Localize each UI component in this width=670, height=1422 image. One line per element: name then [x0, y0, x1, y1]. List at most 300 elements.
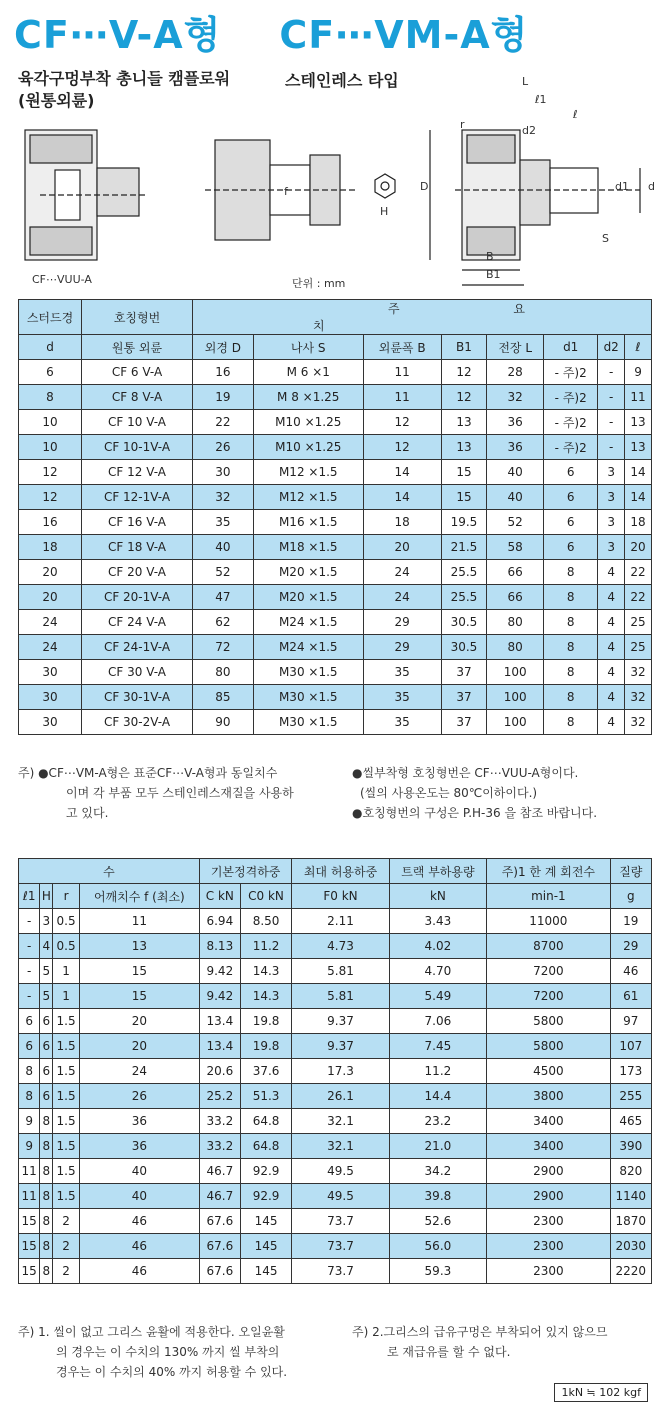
table-cell: 8: [40, 1259, 53, 1284]
table-row: [19, 1109, 652, 1134]
table-cell: 6: [40, 1009, 53, 1034]
table-cell: 11: [625, 385, 652, 410]
table-cell: CF 24 V-A: [82, 610, 193, 635]
table-cell: 40: [487, 460, 544, 485]
table-cell: 1.5: [53, 1009, 79, 1034]
table-cell: 8: [40, 1209, 53, 1234]
table-cell: 8: [19, 1084, 40, 1109]
table-cell: 11.2: [389, 1059, 486, 1084]
table-cell: 4: [598, 585, 625, 610]
table-cell: 12: [19, 485, 82, 510]
table-cell: 14.3: [240, 959, 292, 984]
table-cell: 390: [610, 1134, 651, 1159]
table-cell: 8: [544, 660, 598, 685]
table-cell: 1.5: [53, 1134, 79, 1159]
table-cell: 37: [441, 710, 487, 735]
table-cell: 26: [193, 435, 254, 460]
table-cell: 13: [441, 435, 487, 460]
table-cell: 30: [19, 660, 82, 685]
table-subheader: ℓ1: [19, 884, 40, 909]
rating-table: [18, 858, 652, 1284]
table-row: [19, 1234, 652, 1259]
dim-B1: B1: [486, 268, 501, 281]
table-cell: 20: [79, 1034, 199, 1059]
table-cell: 100: [487, 710, 544, 735]
table-cell: 36: [79, 1109, 199, 1134]
table-cell: - 주)2: [544, 360, 598, 385]
table-row: [19, 1209, 652, 1234]
table-cell: 36: [487, 435, 544, 460]
table-cell: 25.5: [441, 585, 487, 610]
note-line: 주) ●CF⋯VM-A형은 표준CF⋯V-A형과 동일치수: [18, 766, 278, 780]
table-cell: 3400: [487, 1134, 611, 1159]
table-cell: CF 20-1V-A: [82, 585, 193, 610]
table-cell: 3400: [487, 1109, 611, 1134]
table-cell: 255: [610, 1084, 651, 1109]
note-line: 고 있다.: [66, 806, 109, 820]
table-cell: 7200: [487, 984, 611, 1009]
table-cell: 30: [19, 710, 82, 735]
table-cell: - 주)2: [544, 435, 598, 460]
table-cell: 67.6: [199, 1259, 240, 1284]
table-cell: 80: [487, 610, 544, 635]
table-cell: M30 ×1.5: [253, 660, 363, 685]
title-cf-vm-a: CF⋯VM-A형: [279, 13, 529, 57]
table-cell: 51.3: [240, 1084, 292, 1109]
table-cell: 7.06: [389, 1009, 486, 1034]
table-cell: 19.5: [441, 510, 487, 535]
table-row: [19, 360, 652, 385]
table-row: [19, 460, 652, 485]
table-cell: M20 ×1.5: [253, 560, 363, 585]
table-cell: 37.6: [240, 1059, 292, 1084]
table-cell: 6: [19, 1034, 40, 1059]
table-row: [19, 1009, 652, 1034]
table-cell: 2300: [487, 1259, 611, 1284]
table-cell: 20: [19, 585, 82, 610]
table-cell: 5800: [487, 1034, 611, 1059]
note-line: 경우는 이 수치의 40% 까지 허용할 수 있다.: [56, 1365, 288, 1379]
note-line: 주) 1. 씰이 없고 그리스 윤활에 적용한다. 오일윤활: [18, 1325, 285, 1339]
table-cell: 1: [53, 984, 79, 1009]
table-cell: 32: [487, 385, 544, 410]
table-row: [19, 610, 652, 635]
table-cell: 15: [19, 1234, 40, 1259]
table-row: [19, 635, 652, 660]
table-cell: 66: [487, 585, 544, 610]
table-cell: 2: [53, 1234, 79, 1259]
table-subheader: kN: [389, 884, 486, 909]
table-cell: 34.2: [389, 1159, 486, 1184]
table-header: 질량: [610, 859, 651, 884]
table-cell: 1.5: [53, 1159, 79, 1184]
table-cell: 46: [79, 1234, 199, 1259]
note-line: 로 재급유를 할 수 없다.: [387, 1345, 511, 1359]
table-cell: 40: [79, 1184, 199, 1209]
table-cell: 2900: [487, 1184, 611, 1209]
table-cell: CF 30-1V-A: [82, 685, 193, 710]
table-cell: 8: [544, 710, 598, 735]
table-cell: 14: [625, 485, 652, 510]
table-cell: 39.8: [389, 1184, 486, 1209]
table-cell: 35: [363, 660, 441, 685]
table-cell: 28: [487, 360, 544, 385]
table-cell: 15: [19, 1209, 40, 1234]
table-cell: 35: [363, 685, 441, 710]
note-line: 주) 2.그리스의 급유구멍은 부착되어 있지 않으므: [352, 1325, 608, 1339]
table-cell: 6: [40, 1059, 53, 1084]
table-cell: 8: [40, 1134, 53, 1159]
table-cell: 36: [79, 1134, 199, 1159]
table-row: [19, 385, 652, 410]
table-cell: 9: [19, 1134, 40, 1159]
table-cell: 9: [625, 360, 652, 385]
table-cell: - 주)2: [544, 385, 598, 410]
table-cell: 24: [79, 1059, 199, 1084]
table-cell: 9.42: [199, 984, 240, 1009]
note-line: (씰의 사용온도는 80℃이하이다.): [360, 786, 538, 800]
table-cell: 107: [610, 1034, 651, 1059]
note-line: ●호칭형번의 구성은 P.H-36 을 참조 바랍니다.: [352, 806, 598, 820]
table-cell: 5.81: [292, 959, 389, 984]
table-cell: 12: [363, 435, 441, 460]
table-cell: 21.0: [389, 1134, 486, 1159]
table-cell: 1140: [610, 1184, 651, 1209]
table-cell: M30 ×1.5: [253, 685, 363, 710]
table-subheader: H: [40, 884, 53, 909]
table-cell: CF 6 V-A: [82, 360, 193, 385]
table-cell: 4.73: [292, 934, 389, 959]
table-cell: 7.45: [389, 1034, 486, 1059]
table-cell: 17.3: [292, 1059, 389, 1084]
table-row: [19, 435, 652, 460]
table-cell: 15: [441, 485, 487, 510]
table-row: [19, 560, 652, 585]
table-cell: 3: [40, 909, 53, 934]
table-cell: 33.2: [199, 1134, 240, 1159]
table-cell: 2030: [610, 1234, 651, 1259]
table-cell: 19.8: [240, 1034, 292, 1059]
table-header: 수: [19, 859, 200, 884]
table-cell: 6: [544, 535, 598, 560]
table-row: [19, 1034, 652, 1059]
table-cell: 19.8: [240, 1009, 292, 1034]
table-cell: 25: [625, 610, 652, 635]
table-cell: 22: [625, 585, 652, 610]
table-cell: 32: [625, 660, 652, 685]
table-cell: 11: [19, 1159, 40, 1184]
table-cell: 92.9: [240, 1184, 292, 1209]
notes2-left: [18, 1322, 287, 1382]
table-cell: 23.2: [389, 1109, 486, 1134]
table-cell: 20: [19, 560, 82, 585]
table-cell: 61: [610, 984, 651, 1009]
dim-H: H: [380, 205, 389, 218]
table-row: [19, 1184, 652, 1209]
table-cell: 6: [40, 1034, 53, 1059]
table-cell: 4.70: [389, 959, 486, 984]
table-cell: 12: [441, 385, 487, 410]
table-header: 트랙 부하용량: [389, 859, 486, 884]
table-subheader: F0 kN: [292, 884, 389, 909]
table-cell: 8700: [487, 934, 611, 959]
table-cell: 4.02: [389, 934, 486, 959]
dim-f: f: [284, 185, 288, 198]
dim-S: S: [602, 232, 609, 245]
header-yo: 요: [513, 302, 526, 316]
table-cell: CF 24-1V-A: [82, 635, 193, 660]
table-cell: 6: [544, 510, 598, 535]
table-cell: 9.37: [292, 1034, 389, 1059]
header-chi: 치: [313, 319, 325, 333]
table-cell: 25: [625, 635, 652, 660]
header-ju: 주: [388, 302, 400, 316]
table-cell: 58: [487, 535, 544, 560]
table-cell: CF 16 V-A: [82, 510, 193, 535]
table-cell: 14: [363, 485, 441, 510]
table-cell: M10 ×1.25: [253, 435, 363, 460]
table-cell: 6: [19, 1009, 40, 1034]
drawing-caption: CF⋯VUU-A: [32, 273, 92, 286]
table-cell: 1.5: [53, 1034, 79, 1059]
dim-d2: d2: [522, 124, 536, 137]
table-cell: M16 ×1.5: [253, 510, 363, 535]
table-cell: 30.5: [441, 610, 487, 635]
table-cell: 5: [40, 984, 53, 1009]
table-cell: 21.5: [441, 535, 487, 560]
table-cell: 29: [610, 934, 651, 959]
table-cell: 97: [610, 1009, 651, 1034]
table-cell: 20.6: [199, 1059, 240, 1084]
table-cell: -: [19, 909, 40, 934]
table-cell: 26.1: [292, 1084, 389, 1109]
table-cell: 80: [487, 635, 544, 660]
table-cell: 30: [193, 460, 254, 485]
table-cell: 32.1: [292, 1109, 389, 1134]
table-subheader: 나사 S: [253, 335, 363, 360]
table-cell: -: [598, 410, 625, 435]
table-cell: 465: [610, 1109, 651, 1134]
table-cell: 0.5: [53, 934, 79, 959]
table-cell: -: [598, 435, 625, 460]
table-subheader: C0 kN: [240, 884, 292, 909]
table-cell: 29: [363, 635, 441, 660]
table-cell: 3: [598, 535, 625, 560]
dim-d1: d1: [615, 180, 629, 193]
subtitle-right: 스테인레스 타입: [285, 71, 399, 90]
table-subheader: ℓ: [625, 335, 652, 360]
table-cell: 13: [625, 435, 652, 460]
table-cell: 12: [363, 410, 441, 435]
table-header: 스터드경: [19, 300, 82, 335]
table-cell: M24 ×1.5: [253, 610, 363, 635]
table-row: [19, 984, 652, 1009]
note-line: 이며 각 부품 모두 스테인레스재질을 사용하: [66, 786, 294, 800]
table-cell: 11000: [487, 909, 611, 934]
subtitle-left: [18, 68, 230, 112]
unit-conversion-box: 1kN ≒ 102 kgf: [554, 1383, 648, 1402]
dim-L: L: [522, 75, 529, 88]
table-cell: 19: [610, 909, 651, 934]
table-cell: - 주)2: [544, 410, 598, 435]
table-cell: 11: [363, 360, 441, 385]
table-cell: 24: [19, 610, 82, 635]
table-cell: 18: [363, 510, 441, 535]
table-cell: 4: [40, 934, 53, 959]
table-cell: 13.4: [199, 1034, 240, 1059]
table-cell: 59.3: [389, 1259, 486, 1284]
table-cell: 1: [53, 959, 79, 984]
table-cell: 173: [610, 1059, 651, 1084]
table-cell: 46.7: [199, 1184, 240, 1209]
table-cell: 10: [19, 410, 82, 435]
table-cell: 1.5: [53, 1084, 79, 1109]
table-cell: 8: [544, 685, 598, 710]
dim-D: D: [420, 180, 429, 193]
table-cell: 12: [441, 360, 487, 385]
table-cell: -: [19, 984, 40, 1009]
dimension-table: [18, 299, 652, 735]
table-cell: 24: [19, 635, 82, 660]
table-cell: M 8 ×1.25: [253, 385, 363, 410]
table-cell: 2220: [610, 1259, 651, 1284]
table-subheader: d1: [544, 335, 598, 360]
table-subheader: B1: [441, 335, 487, 360]
notes2-right: [352, 1322, 607, 1362]
table-row: [19, 1259, 652, 1284]
table-cell: 1870: [610, 1209, 651, 1234]
table-cell: 30.5: [441, 635, 487, 660]
table-cell: -: [19, 934, 40, 959]
table-cell: 33.2: [199, 1109, 240, 1134]
table-cell: 4500: [487, 1059, 611, 1084]
note-line: ●씰부착형 호칭형번은 CF⋯VUU-A형이다.: [352, 766, 579, 780]
table-cell: 3800: [487, 1084, 611, 1109]
table-cell: 46: [79, 1259, 199, 1284]
table-cell: 8: [544, 560, 598, 585]
table-cell: 11: [19, 1184, 40, 1209]
table-row: [19, 685, 652, 710]
table-cell: 24: [363, 585, 441, 610]
table-cell: -: [598, 360, 625, 385]
table-cell: 18: [19, 535, 82, 560]
table-cell: 49.5: [292, 1184, 389, 1209]
table-cell: 14: [363, 460, 441, 485]
table-cell: 40: [193, 535, 254, 560]
table-cell: 20: [79, 1009, 199, 1034]
title-cf-v-a: CF⋯V-A형: [14, 13, 222, 57]
table-header: 호칭형번: [82, 300, 193, 335]
table-subheader: 외륜폭 B: [363, 335, 441, 360]
table-cell: 92.9: [240, 1159, 292, 1184]
table-cell: 12: [19, 460, 82, 485]
dim-l1: ℓ1: [535, 93, 547, 106]
table-cell: 4: [598, 710, 625, 735]
table-cell: 64.8: [240, 1109, 292, 1134]
table-cell: 4: [598, 685, 625, 710]
table-cell: 67.6: [199, 1234, 240, 1259]
table-cell: 4: [598, 560, 625, 585]
table-cell: 8.13: [199, 934, 240, 959]
table-cell: M24 ×1.5: [253, 635, 363, 660]
table-cell: 37: [441, 660, 487, 685]
table-cell: 1.5: [53, 1059, 79, 1084]
table-cell: 25.2: [199, 1084, 240, 1109]
table-row: [19, 660, 652, 685]
table-cell: 145: [240, 1259, 292, 1284]
dim-r: r: [460, 118, 465, 131]
table-cell: 10: [19, 435, 82, 460]
table-row: [19, 909, 652, 934]
table-cell: 66: [487, 560, 544, 585]
table-subheader: 원통 외륜: [82, 335, 193, 360]
table-cell: 13.4: [199, 1009, 240, 1034]
table-cell: 8: [19, 1059, 40, 1084]
table-cell: -: [598, 385, 625, 410]
table-cell: 46: [610, 959, 651, 984]
table-cell: 35: [193, 510, 254, 535]
table-row: [19, 934, 652, 959]
table-cell: 5.81: [292, 984, 389, 1009]
table-cell: M20 ×1.5: [253, 585, 363, 610]
table-subheader: r: [53, 884, 79, 909]
unit-label: 단위 : mm: [292, 277, 346, 290]
table-cell: 15: [79, 984, 199, 1009]
table-subheader: d: [19, 335, 82, 360]
table-cell: 8: [19, 385, 82, 410]
table-cell: 9.42: [199, 959, 240, 984]
dim-d: d: [648, 180, 655, 193]
table-subheader: min-1: [487, 884, 611, 909]
table-cell: M 6 ×1: [253, 360, 363, 385]
table-cell: 8: [544, 585, 598, 610]
table-cell: CF 10-1V-A: [82, 435, 193, 460]
table-cell: 13: [79, 934, 199, 959]
table-cell: 2900: [487, 1159, 611, 1184]
table-cell: 6: [544, 460, 598, 485]
table-cell: 32: [625, 710, 652, 735]
table-row: [19, 510, 652, 535]
table-row: [19, 1134, 652, 1159]
table-cell: 6: [40, 1084, 53, 1109]
table-cell: 49.5: [292, 1159, 389, 1184]
table-cell: 46: [79, 1209, 199, 1234]
table-cell: 73.7: [292, 1234, 389, 1259]
table-cell: 5800: [487, 1009, 611, 1034]
technical-drawing: [0, 110, 670, 295]
table-cell: 73.7: [292, 1259, 389, 1284]
table-cell: 46.7: [199, 1159, 240, 1184]
table-subheader: d2: [598, 335, 625, 360]
table-cell: 24: [363, 560, 441, 585]
dim-B: B: [486, 250, 494, 263]
table-cell: 64.8: [240, 1134, 292, 1159]
table-cell: 47: [193, 585, 254, 610]
table-cell: 2: [53, 1259, 79, 1284]
table-cell: 2: [53, 1209, 79, 1234]
table-cell: 2300: [487, 1209, 611, 1234]
table-header: 기본정격하중: [199, 859, 291, 884]
subtitle-line1: 육각구멍부착 총니들 캠플로워: [18, 69, 231, 88]
table-header-group: [193, 300, 652, 335]
table-cell: 5.49: [389, 984, 486, 1009]
table-subheader: 외경 D: [193, 335, 254, 360]
table-cell: 15: [79, 959, 199, 984]
table-cell: 145: [240, 1209, 292, 1234]
table-subheader: 어깨치수 f (최소): [79, 884, 199, 909]
table-cell: 8.50: [240, 909, 292, 934]
table-cell: 2.11: [292, 909, 389, 934]
